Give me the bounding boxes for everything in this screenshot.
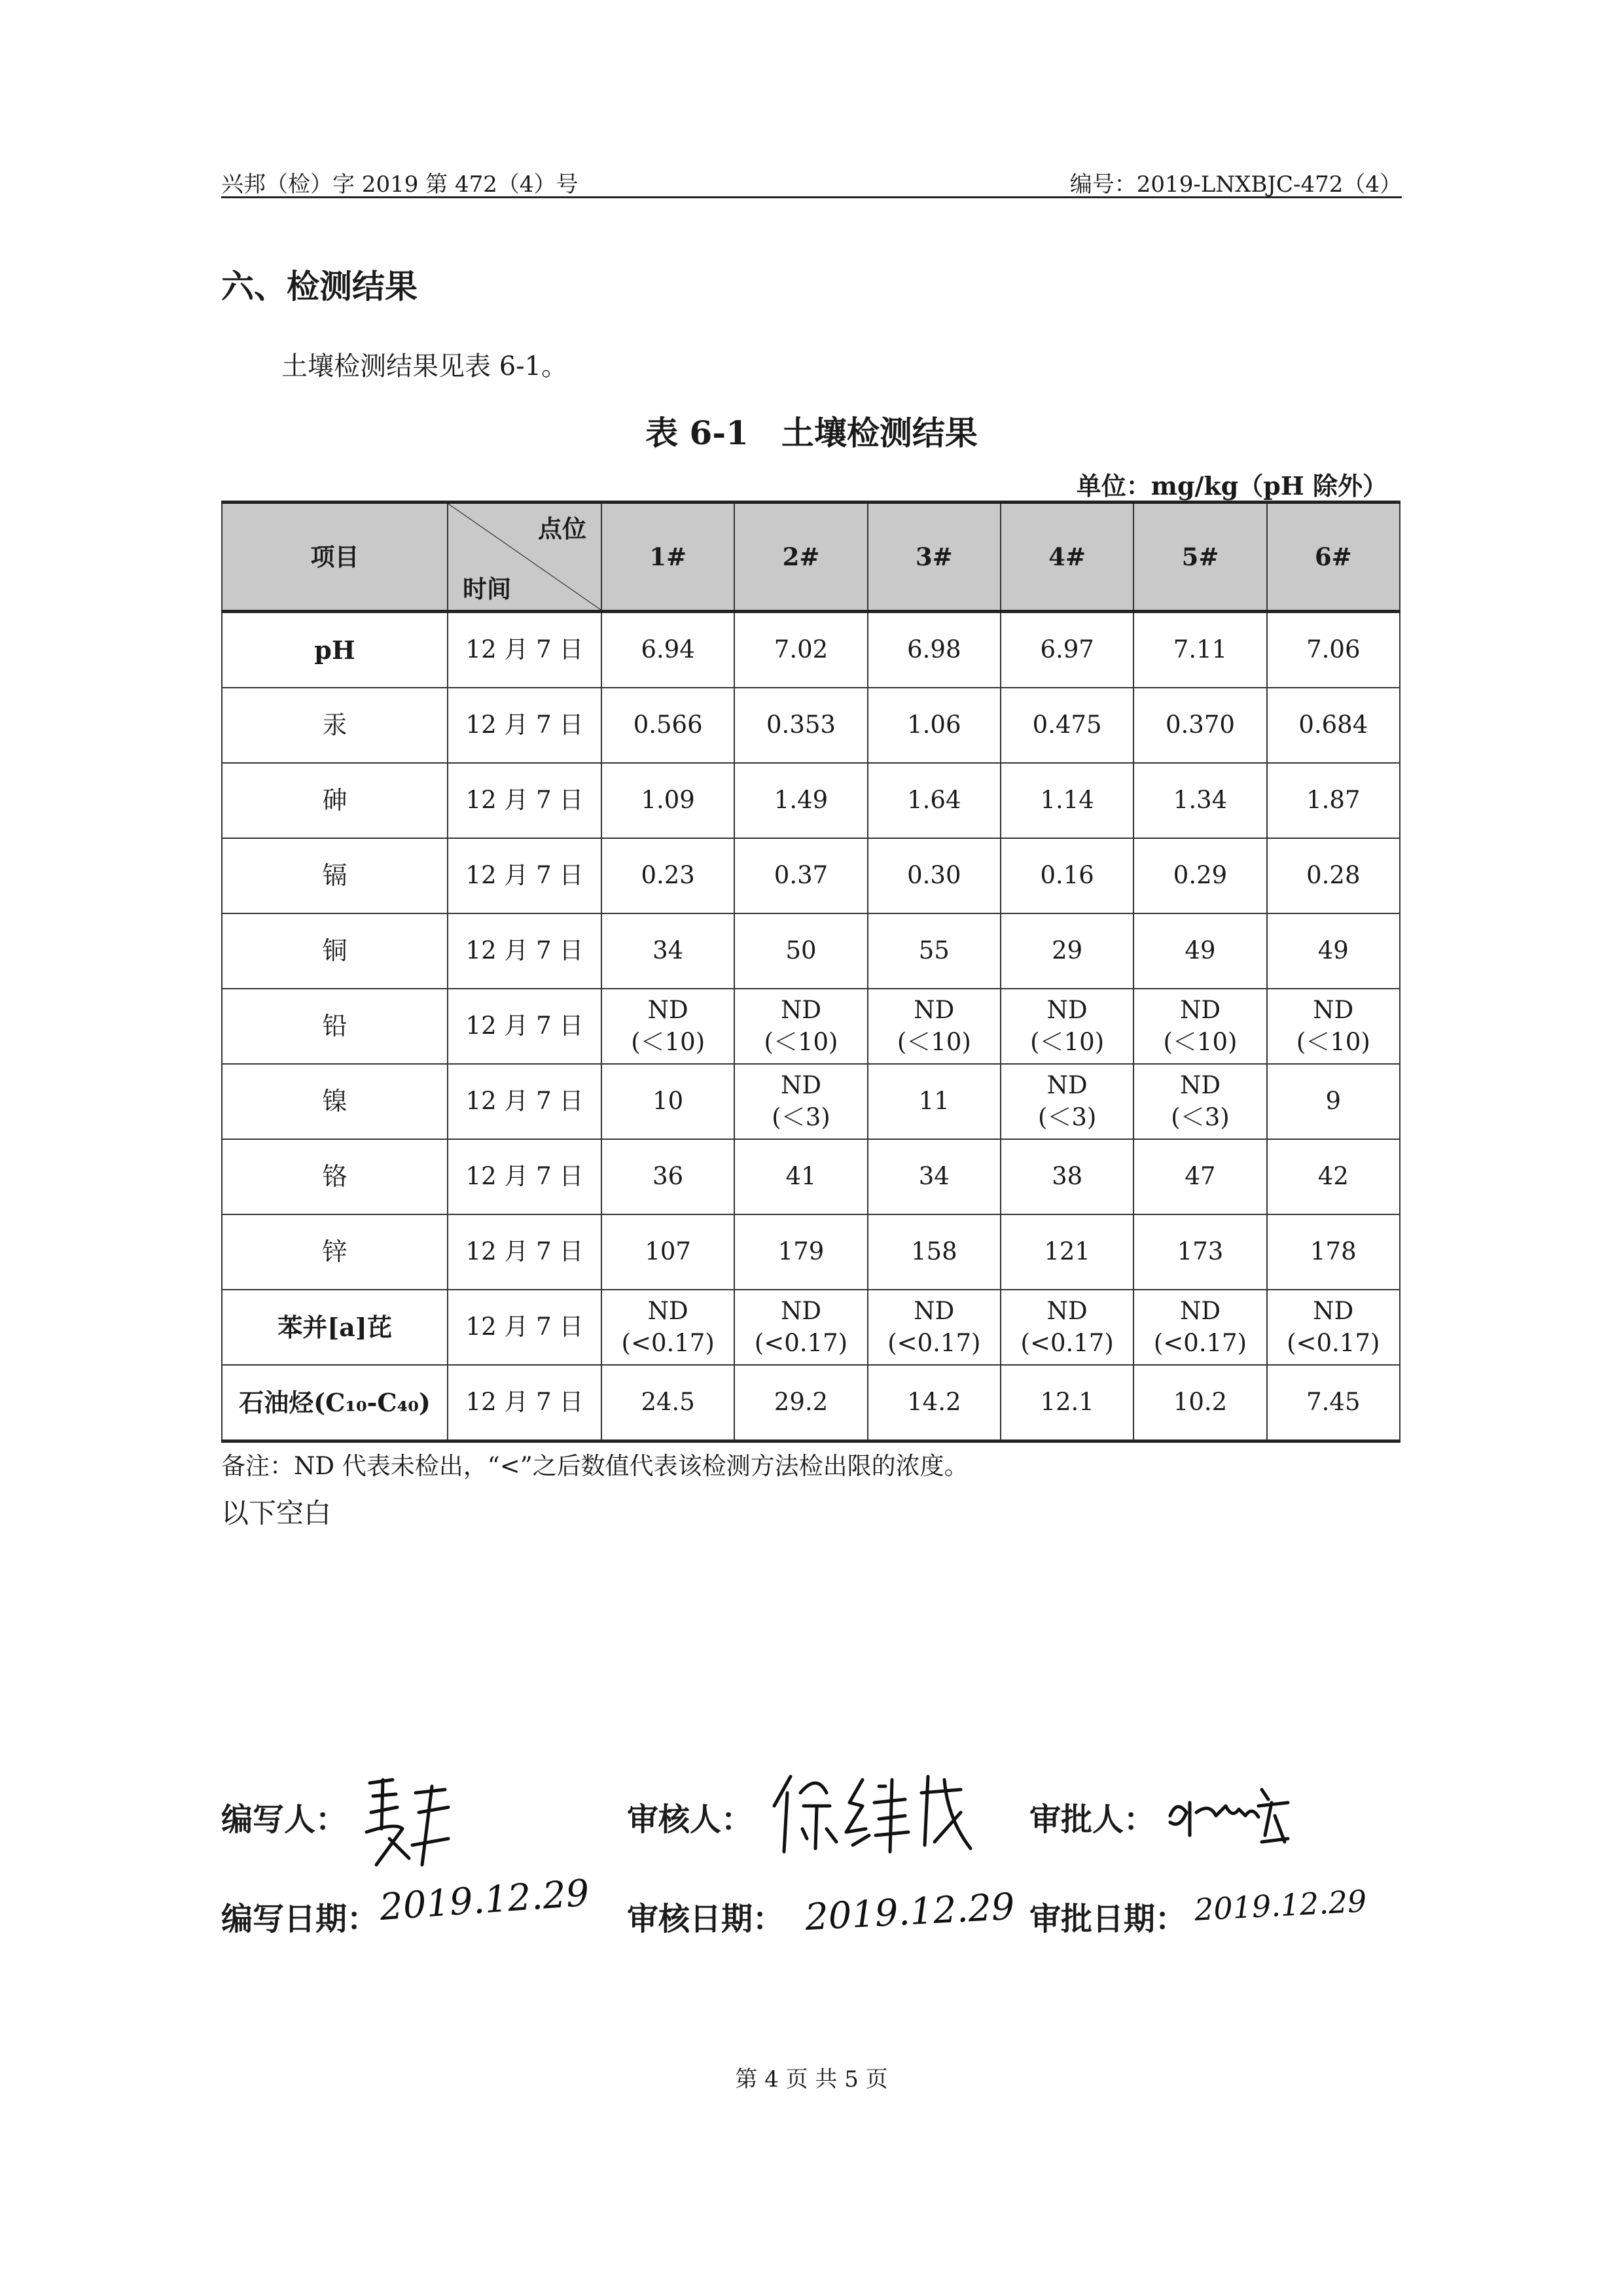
result-cell <box>734 612 867 688</box>
result-cell <box>1001 838 1133 913</box>
result-cell <box>1001 1365 1133 1441</box>
result-value: 7.45 <box>1306 1388 1361 1417</box>
result-value: 55 <box>918 936 950 965</box>
result-value: 10.2 <box>1173 1388 1228 1417</box>
header-point-col: 5# <box>1133 503 1266 612</box>
result-cell <box>1001 989 1133 1064</box>
result-value: ND <box>780 996 822 1025</box>
serial-number: 编号：2019-LNXBJC-472（4） <box>1069 171 1402 198</box>
row-item-name: 砷 <box>222 763 448 838</box>
result-cell <box>1133 1064 1266 1139</box>
result-value: 1.09 <box>641 786 695 815</box>
table-body <box>222 612 1400 1441</box>
result-value: 41 <box>785 1162 817 1191</box>
result-cell <box>1133 838 1266 913</box>
result-cell <box>1001 1064 1133 1139</box>
writer-date-label: 编写日期： <box>221 1901 379 1937</box>
result-cell <box>734 913 867 989</box>
result-value: 107 <box>645 1237 691 1266</box>
result-cell <box>868 1290 1001 1365</box>
result-cell <box>868 838 1001 913</box>
result-value: 6.97 <box>1040 635 1094 664</box>
result-value: 11 <box>918 1087 950 1116</box>
header-point: 点位 <box>538 514 586 543</box>
result-cell <box>868 688 1001 763</box>
result-value: ND <box>1179 1297 1221 1326</box>
result-value: 24.5 <box>641 1388 695 1417</box>
result-cell <box>1001 688 1133 763</box>
table-row <box>222 1290 1400 1365</box>
result-value: 34 <box>918 1162 950 1191</box>
header-point-col: 3# <box>868 503 1001 612</box>
result-value: 0.37 <box>774 861 829 890</box>
table-note: 备注：ND 代表未检出，“<”之后数值代表该检测方法检出限的浓度。 <box>221 1452 969 1480</box>
result-value: ND <box>647 1297 688 1326</box>
row-item-name: 铅 <box>222 989 448 1064</box>
result-cell <box>868 989 1001 1064</box>
table-row <box>222 688 1400 763</box>
result-value: 1.64 <box>907 786 961 815</box>
result-cell <box>601 838 734 913</box>
result-cell <box>1267 688 1400 763</box>
result-cell <box>1001 913 1133 989</box>
result-cell <box>1001 1214 1133 1290</box>
writer-signature <box>357 1767 461 1871</box>
result-value: ND <box>780 1071 822 1100</box>
result-value: ND <box>1179 1071 1221 1100</box>
result-value: 1.06 <box>907 711 961 739</box>
result-cell <box>1133 1365 1266 1441</box>
detection-limit: (<0.17) <box>621 1328 715 1357</box>
result-value: 6.94 <box>641 635 695 664</box>
row-sample-date: 12 月 7 日 <box>448 1365 601 1441</box>
approver-date-label: 审批日期： <box>1029 1901 1187 1937</box>
row-sample-date: 12 月 7 日 <box>448 1214 601 1290</box>
result-value: 14.2 <box>907 1388 961 1417</box>
result-cell <box>1267 1139 1400 1214</box>
row-sample-date: 12 月 7 日 <box>448 913 601 989</box>
reviewer-label: 审核人： <box>627 1801 753 1838</box>
row-sample-date: 12 月 7 日 <box>448 1290 601 1365</box>
result-cell <box>1001 612 1133 688</box>
result-value: 6.98 <box>907 635 961 664</box>
result-value: 0.29 <box>1173 861 1228 890</box>
result-value: ND <box>1179 996 1221 1025</box>
result-value: ND <box>1313 996 1354 1025</box>
result-value: ND <box>914 996 955 1025</box>
result-cell <box>601 1365 734 1441</box>
page-footer: 第 4 页 共 5 页 <box>735 2066 888 2093</box>
table-row <box>222 838 1400 913</box>
result-value: 1.49 <box>774 786 829 815</box>
result-cell <box>734 1139 867 1214</box>
writer-date: 2019.12.29 <box>378 1871 591 1930</box>
result-value: 36 <box>652 1162 684 1191</box>
result-value: 47 <box>1185 1162 1216 1191</box>
result-cell <box>1133 688 1266 763</box>
result-cell <box>601 1290 734 1365</box>
result-cell <box>1001 1290 1133 1365</box>
row-item-name: 锌 <box>222 1214 448 1290</box>
table-row <box>222 1139 1400 1214</box>
result-value: 173 <box>1177 1237 1224 1266</box>
result-cell <box>868 612 1001 688</box>
result-cell <box>1267 1064 1400 1139</box>
row-sample-date: 12 月 7 日 <box>448 1064 601 1139</box>
detection-limit: (<0.17) <box>754 1328 848 1357</box>
result-value: ND <box>647 996 688 1025</box>
result-cell <box>1133 1214 1266 1290</box>
detection-limit: (＜3) <box>1037 1103 1097 1131</box>
result-value: 29 <box>1052 936 1083 965</box>
row-sample-date: 12 月 7 日 <box>448 989 601 1064</box>
result-value: 42 <box>1317 1162 1349 1191</box>
result-cell <box>601 688 734 763</box>
detection-limit: (＜10) <box>1163 1027 1238 1056</box>
header-point-col: 2# <box>734 503 867 612</box>
result-cell <box>601 1064 734 1139</box>
result-cell <box>868 913 1001 989</box>
result-cell <box>734 1365 867 1441</box>
result-value: ND <box>1046 1297 1088 1326</box>
report-number: 兴邦（检）字 2019 第 472（4）号 <box>221 171 579 198</box>
table-header-row <box>222 503 1400 612</box>
header-item: 项目 <box>222 503 448 612</box>
detection-limit: (＜10) <box>764 1027 838 1056</box>
result-cell <box>1133 1139 1266 1214</box>
result-value: 1.14 <box>1040 786 1094 815</box>
detection-limit: (<0.17) <box>1153 1328 1247 1357</box>
result-value: 0.566 <box>633 711 703 739</box>
result-cell <box>734 688 867 763</box>
page-header <box>221 164 1402 198</box>
result-value: 7.02 <box>774 635 829 664</box>
detection-limit: (<0.17) <box>1020 1328 1114 1357</box>
result-value: 12.1 <box>1040 1388 1094 1417</box>
result-value: 0.30 <box>907 861 961 890</box>
result-cell <box>601 763 734 838</box>
result-cell <box>1267 838 1400 913</box>
reviewer-signature <box>764 1767 980 1858</box>
result-value: 38 <box>1052 1162 1083 1191</box>
row-item-name: 铜 <box>222 913 448 989</box>
result-cell <box>601 913 734 989</box>
detection-limit: (＜10) <box>1296 1027 1370 1056</box>
result-cell <box>734 1214 867 1290</box>
results-table <box>221 501 1400 1443</box>
result-value: 0.370 <box>1166 711 1235 739</box>
result-cell <box>1133 989 1266 1064</box>
unit-label: 单位：mg/kg（pH 除外） <box>1076 471 1387 501</box>
result-value: 7.11 <box>1173 635 1228 664</box>
table-row <box>222 913 1400 989</box>
result-cell <box>601 989 734 1064</box>
result-cell <box>1001 1139 1133 1214</box>
result-cell <box>734 989 867 1064</box>
result-cell <box>1267 1214 1400 1290</box>
header-point-col: 6# <box>1267 503 1400 612</box>
result-value: 0.28 <box>1306 861 1361 890</box>
result-value: ND <box>780 1297 822 1326</box>
result-value: 34 <box>652 936 684 965</box>
row-item-name: 镉 <box>222 838 448 913</box>
detection-limit: (＜10) <box>1030 1027 1105 1056</box>
detection-limit: (<0.17) <box>887 1328 981 1357</box>
result-cell <box>1267 989 1400 1064</box>
result-cell <box>868 1365 1001 1441</box>
result-cell <box>1133 913 1266 989</box>
row-item-name: 铬 <box>222 1139 448 1214</box>
result-value: 179 <box>777 1237 825 1266</box>
approver-date: 2019.12.29 <box>1193 1883 1368 1928</box>
result-value: ND <box>1046 1071 1088 1100</box>
result-value: 0.684 <box>1298 711 1368 739</box>
result-value: 121 <box>1044 1237 1090 1266</box>
table-row <box>222 612 1400 688</box>
detection-limit: (＜3) <box>1171 1103 1230 1131</box>
header-point-col: 4# <box>1001 503 1133 612</box>
result-cell <box>734 763 867 838</box>
result-value: 0.23 <box>641 861 695 890</box>
row-sample-date: 12 月 7 日 <box>448 838 601 913</box>
result-value: 0.16 <box>1040 861 1094 890</box>
result-cell <box>601 1214 734 1290</box>
intro-text: 土壤检测结果见表 6-1。 <box>281 351 568 381</box>
header-time: 时间 <box>463 574 511 603</box>
result-cell <box>1267 1290 1400 1365</box>
result-value: 0.353 <box>766 711 836 739</box>
detection-limit: (＜10) <box>631 1027 705 1056</box>
result-cell <box>1133 1290 1266 1365</box>
reviewer-date: 2019.12.29 <box>804 1885 1016 1939</box>
approver-label: 审批人： <box>1029 1801 1156 1838</box>
table-row <box>222 1214 1400 1290</box>
row-item-name: 苯并[a]芘 <box>222 1290 448 1365</box>
result-cell <box>1267 763 1400 838</box>
row-sample-date: 12 月 7 日 <box>448 688 601 763</box>
row-item-name: 石油烃(C₁₀-C₄₀) <box>222 1365 448 1441</box>
result-value: 49 <box>1317 936 1349 965</box>
result-cell <box>734 1064 867 1139</box>
result-value: 50 <box>785 936 817 965</box>
result-value: 9 <box>1325 1087 1342 1116</box>
detection-limit: (<0.17) <box>1287 1328 1380 1357</box>
result-cell <box>601 612 734 688</box>
result-value: ND <box>1313 1297 1354 1326</box>
result-cell <box>868 1139 1001 1214</box>
table-row <box>222 989 1400 1064</box>
table-title: 表 6-1 土壤检测结果 <box>645 414 978 452</box>
detection-limit: (＜10) <box>897 1027 971 1056</box>
result-value: ND <box>1046 996 1088 1025</box>
header-point-col: 1# <box>601 503 734 612</box>
result-cell <box>868 1064 1001 1139</box>
result-value: 49 <box>1185 936 1216 965</box>
result-value: 29.2 <box>774 1388 829 1417</box>
writer-label: 编写人： <box>221 1801 348 1838</box>
result-cell <box>1133 612 1266 688</box>
result-cell <box>734 838 867 913</box>
row-sample-date: 12 月 7 日 <box>448 763 601 838</box>
row-item-name: 汞 <box>222 688 448 763</box>
row-item-name: 镍 <box>222 1064 448 1139</box>
row-sample-date: 12 月 7 日 <box>448 1139 601 1214</box>
result-cell <box>1267 913 1400 989</box>
result-cell <box>1267 612 1400 688</box>
reviewer-date-label: 审核日期： <box>627 1901 785 1937</box>
table-row <box>222 1064 1400 1139</box>
result-cell <box>1001 763 1133 838</box>
row-item-name: pH <box>222 612 448 688</box>
result-cell <box>734 1290 867 1365</box>
result-cell <box>868 763 1001 838</box>
result-value: 7.06 <box>1306 635 1361 664</box>
result-cell <box>868 1214 1001 1290</box>
result-value: 1.87 <box>1306 786 1361 815</box>
result-value: 10 <box>652 1087 684 1116</box>
approver-signature <box>1164 1776 1294 1855</box>
detection-limit: (＜3) <box>772 1103 830 1131</box>
table-row <box>222 763 1400 838</box>
result-cell <box>601 1139 734 1214</box>
result-value: 0.475 <box>1032 711 1102 739</box>
table-row <box>222 1365 1400 1441</box>
header-diagonal-cell <box>448 503 601 612</box>
result-cell <box>1133 763 1266 838</box>
result-value: 178 <box>1310 1237 1357 1266</box>
result-cell <box>1267 1365 1400 1441</box>
result-value: 158 <box>911 1237 957 1266</box>
result-value: ND <box>914 1297 955 1326</box>
section-title: 六、检测结果 <box>221 267 418 306</box>
row-sample-date: 12 月 7 日 <box>448 612 601 688</box>
result-value: 1.34 <box>1173 786 1228 815</box>
blank-below: 以下空白 <box>221 1497 332 1529</box>
